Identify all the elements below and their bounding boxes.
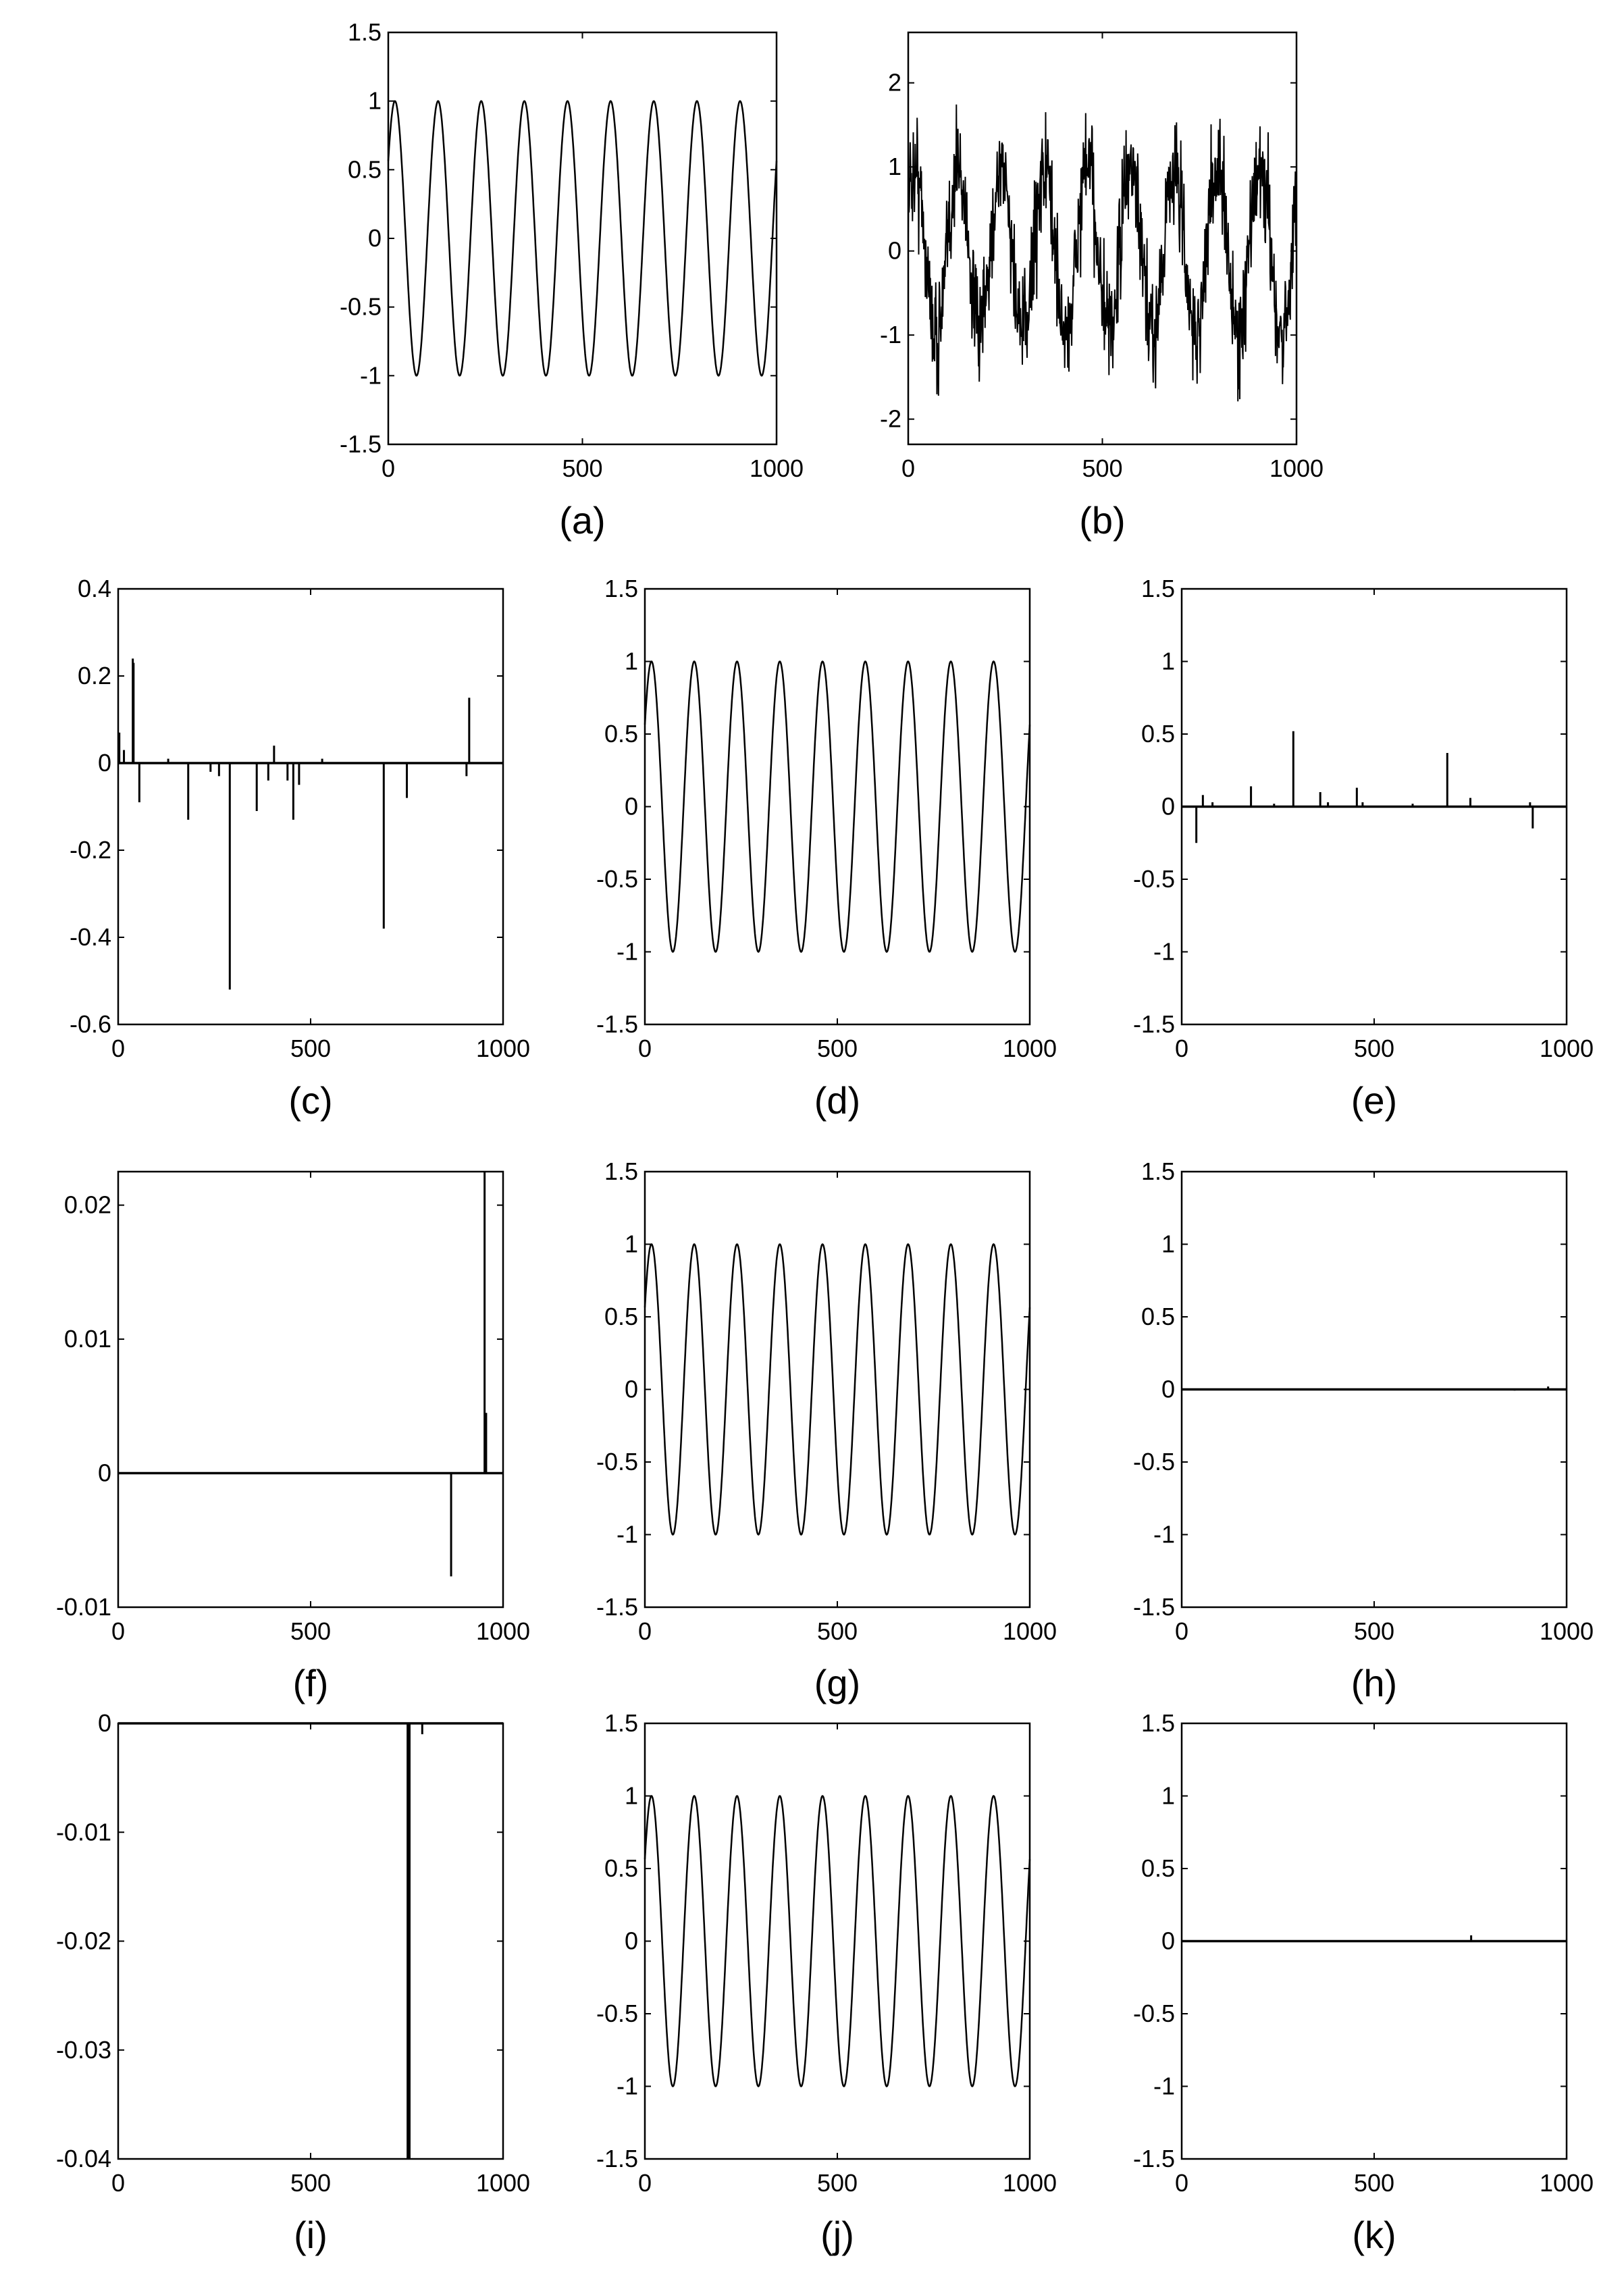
y-tick-label: 1 — [367, 86, 382, 115]
caption-h: (h) — [1351, 1662, 1398, 1704]
y-tick-label: -0.02 — [55, 1927, 111, 1955]
y-tick-label: -1 — [1153, 2072, 1175, 2100]
x-tick-label: 1000 — [1002, 1617, 1057, 1645]
y-tick-label: 0.5 — [347, 155, 382, 184]
x-tick-label: 1000 — [1539, 2169, 1594, 2197]
panel-h — [1133, 1157, 1594, 1704]
y-tick-label: -1.5 — [596, 1010, 638, 1038]
y-tick-label: -0.03 — [55, 2035, 111, 2064]
y-tick-label: 1 — [624, 647, 638, 675]
plot-frame-d — [645, 589, 1030, 1024]
panel-a — [340, 18, 804, 542]
y-tick-label: 1.5 — [347, 18, 382, 46]
panel-j — [596, 1709, 1057, 2256]
series-line-a — [388, 101, 777, 376]
plot-frame-i — [118, 1723, 503, 2159]
y-tick-label: 1 — [624, 1781, 638, 1810]
x-tick-label: 0 — [111, 2169, 126, 2197]
y-tick-label: 0.5 — [1141, 720, 1175, 748]
panel-f — [56, 1172, 530, 1704]
x-tick-label: 500 — [816, 2169, 858, 2197]
plot-frame-c — [118, 589, 503, 1024]
y-tick-label: -0.5 — [596, 2000, 638, 2027]
y-tick-label: -0.5 — [1132, 865, 1175, 893]
x-tick-label: 0 — [637, 2169, 652, 2197]
y-tick-label: 0.02 — [63, 1191, 111, 1219]
x-tick-label: 500 — [562, 454, 603, 482]
y-tick-label: -0.01 — [55, 1818, 111, 1846]
y-tick-label: 1.5 — [1141, 1709, 1175, 1737]
y-tick-label: -0.5 — [339, 292, 382, 321]
x-tick-label: 1000 — [1539, 1035, 1594, 1062]
caption-k: (k) — [1352, 2214, 1396, 2256]
x-tick-label: 0 — [381, 454, 396, 482]
x-tick-label: 1000 — [1002, 1035, 1057, 1062]
panel-b — [880, 32, 1324, 542]
caption-c: (c) — [288, 1079, 333, 1122]
y-tick-label: 0 — [1161, 1375, 1175, 1403]
y-tick-label: 0.5 — [1141, 1854, 1175, 1882]
y-tick-label: 2 — [887, 68, 901, 97]
x-tick-label: 1000 — [475, 1035, 531, 1062]
y-tick-label: 0 — [624, 792, 638, 820]
panel-c — [70, 575, 530, 1122]
caption-d: (d) — [814, 1079, 861, 1122]
y-tick-label: 0 — [624, 1375, 638, 1403]
x-tick-label: 1000 — [475, 1617, 531, 1645]
y-tick-label: 0 — [1161, 792, 1175, 820]
y-tick-label: -1 — [879, 321, 901, 349]
y-tick-label: 0 — [97, 1459, 111, 1487]
y-tick-label: -0.5 — [596, 1448, 638, 1476]
series-line-b — [908, 105, 1296, 402]
x-tick-label: 0 — [901, 454, 916, 482]
x-tick-label: 500 — [1353, 1035, 1395, 1062]
caption-g: (g) — [814, 1662, 861, 1704]
x-tick-label: 1000 — [475, 2169, 531, 2197]
x-tick-label: 1000 — [749, 454, 804, 482]
y-tick-label: -1 — [359, 361, 382, 390]
panel-e — [1133, 575, 1594, 1122]
x-tick-label: 500 — [1353, 1617, 1395, 1645]
y-tick-label: -0.5 — [1132, 2000, 1175, 2027]
y-tick-label: -1.5 — [596, 2145, 638, 2172]
y-tick-label: 1.5 — [1141, 1157, 1175, 1185]
x-tick-label: 0 — [1174, 1617, 1189, 1645]
plot-frame-g — [645, 1172, 1030, 1607]
panel-k — [1133, 1709, 1594, 2256]
x-tick-label: 1000 — [1269, 454, 1324, 482]
y-tick-label: -2 — [879, 405, 901, 433]
y-tick-label: -1.5 — [596, 1593, 638, 1621]
series-line-g — [645, 1245, 1030, 1535]
y-tick-label: 1 — [1161, 1230, 1175, 1258]
panel-d — [596, 575, 1057, 1122]
x-tick-label: 0 — [111, 1035, 126, 1062]
caption-f: (f) — [292, 1662, 329, 1704]
x-tick-label: 0 — [1174, 2169, 1189, 2197]
plot-frame-f — [118, 1172, 503, 1607]
y-tick-label: -1 — [616, 937, 638, 966]
x-tick-label: 500 — [290, 1617, 332, 1645]
y-tick-label: -0.04 — [55, 2145, 111, 2172]
y-tick-label: 1 — [887, 153, 901, 181]
plot-frame-j — [645, 1723, 1030, 2159]
y-tick-label: 1.5 — [604, 575, 638, 602]
x-tick-label: 1000 — [1539, 1617, 1594, 1645]
y-tick-label: 0.5 — [604, 1854, 638, 1882]
x-tick-label: 500 — [290, 1035, 332, 1062]
panel-i — [56, 1709, 530, 2256]
x-tick-label: 0 — [637, 1617, 652, 1645]
x-tick-label: 500 — [816, 1617, 858, 1645]
y-tick-label: -1.5 — [1132, 2145, 1175, 2172]
y-tick-label: 0 — [624, 1927, 638, 1955]
plot-frame-a — [388, 32, 777, 444]
y-tick-label: 0 — [367, 224, 382, 252]
y-tick-label: 0 — [97, 1709, 111, 1737]
x-tick-label: 500 — [290, 2169, 332, 2197]
y-tick-label: -0.6 — [69, 1010, 111, 1038]
y-tick-label: 0.2 — [77, 662, 111, 689]
y-tick-label: 1.5 — [604, 1709, 638, 1737]
y-tick-label: 0.5 — [604, 720, 638, 748]
caption-b: (b) — [1079, 499, 1126, 542]
y-tick-label: -0.5 — [1132, 1448, 1175, 1476]
caption-j: (j) — [820, 2214, 854, 2256]
y-tick-label: 0.01 — [63, 1325, 111, 1353]
caption-i: (i) — [294, 2214, 328, 2256]
y-tick-label: 0.5 — [1141, 1303, 1175, 1330]
panel-g — [596, 1157, 1057, 1704]
x-tick-label: 0 — [1174, 1035, 1189, 1062]
x-tick-label: 1000 — [1002, 2169, 1057, 2197]
y-tick-label: -1 — [1153, 1520, 1175, 1548]
y-tick-label: -1.5 — [339, 430, 382, 458]
y-tick-label: 1.5 — [1141, 575, 1175, 602]
x-tick-label: 0 — [111, 1617, 126, 1645]
y-tick-label: 0 — [887, 236, 901, 265]
series-line-d — [645, 662, 1030, 952]
caption-a: (a) — [559, 499, 606, 542]
y-tick-label: 0.4 — [77, 575, 111, 602]
y-tick-label: -0.2 — [69, 836, 111, 864]
y-tick-label: 0 — [97, 749, 111, 777]
y-tick-label: -1.5 — [1132, 1010, 1175, 1038]
y-tick-label: 1.5 — [604, 1157, 638, 1185]
y-tick-label: 0 — [1161, 1927, 1175, 1955]
y-tick-label: 1 — [624, 1230, 638, 1258]
x-tick-label: 500 — [816, 1035, 858, 1062]
x-tick-label: 500 — [1082, 454, 1123, 482]
y-tick-label: -1 — [616, 1520, 638, 1548]
y-tick-label: -1 — [616, 2072, 638, 2100]
series-line-j — [645, 1796, 1030, 2087]
y-tick-label: 1 — [1161, 1781, 1175, 1810]
y-tick-label: 0.5 — [604, 1303, 638, 1330]
y-tick-label: -0.5 — [596, 865, 638, 893]
y-tick-label: -0.01 — [55, 1593, 111, 1621]
y-tick-label: -0.4 — [69, 923, 111, 951]
y-tick-label: -1.5 — [1132, 1593, 1175, 1621]
x-tick-label: 500 — [1353, 2169, 1395, 2197]
caption-e: (e) — [1351, 1079, 1398, 1122]
x-tick-label: 0 — [637, 1035, 652, 1062]
y-tick-label: 1 — [1161, 647, 1175, 675]
y-tick-label: -1 — [1153, 937, 1175, 966]
